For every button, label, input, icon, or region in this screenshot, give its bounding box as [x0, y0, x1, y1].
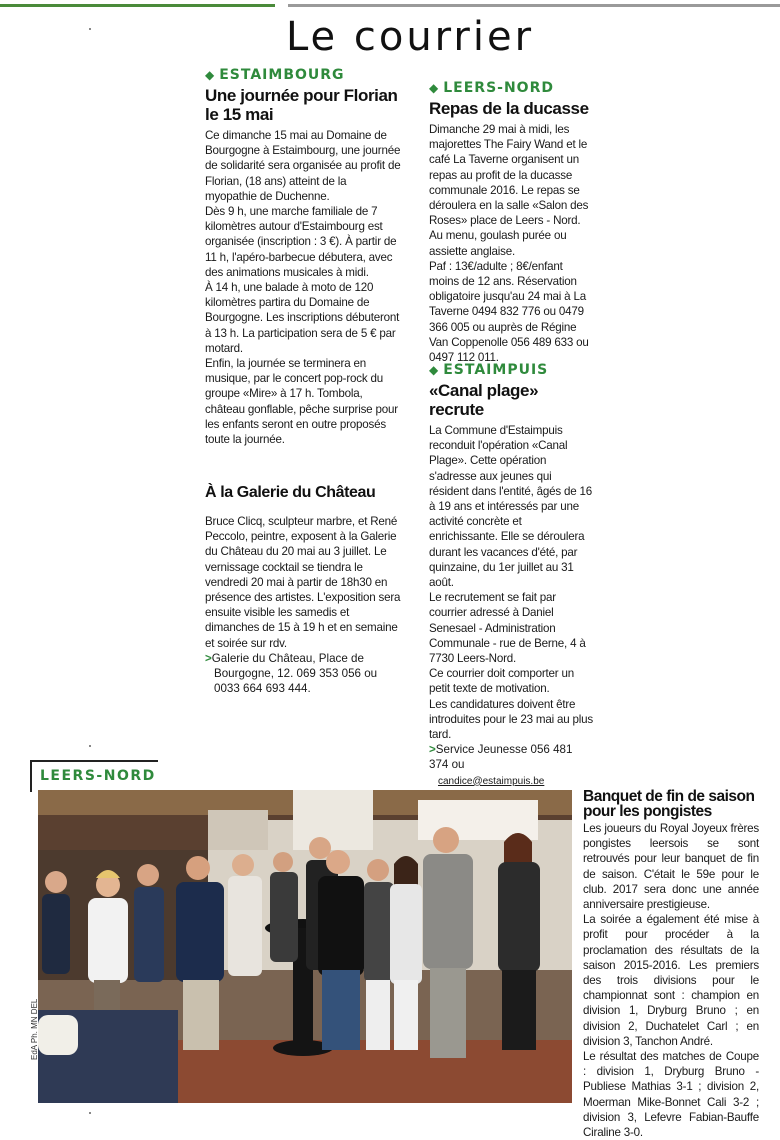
- paragraph: Le recrutement se fait par courrier adressé à Daniel Senesael - Administration Communale - rue de Berne, 4 à 7730 Leers-Nord.: [429, 591, 586, 666]
- headline-florian: Une journée pour Florian le 15 mai: [205, 86, 398, 124]
- kicker-estaimbourg: ◆ ESTAIMBOURG: [205, 67, 345, 83]
- banquet-body: [583, 821, 759, 1140]
- article-body: [429, 122, 591, 365]
- kicker-leers-nord-photo: LEERS-NORD: [40, 768, 156, 784]
- article-body: [205, 514, 401, 651]
- arrow-icon: >: [429, 743, 436, 757]
- email-link[interactable]: candice@estaimpuis.be: [438, 775, 545, 787]
- margin-tick: [89, 1112, 91, 1114]
- article-canal-plage: [429, 361, 593, 789]
- headline-banquet: Banquet de fin de saison pour les pongistes: [583, 788, 755, 820]
- headline-galerie: À la Galerie du Château: [205, 484, 376, 501]
- paragraph: Ce courrier doit comporter un petit texte de motivation.: [429, 667, 574, 696]
- article-florian: [205, 66, 401, 447]
- kicker-leers-nord: ◆ LEERS-NORD: [429, 80, 554, 96]
- banquet-photo-illustration: [38, 790, 572, 1103]
- banquet-photo: [38, 790, 572, 1103]
- galerie-info: >Galerie du Château, Place de Bourgogne, 12. 069 353 056 ou 0033 664 693 444.: [205, 651, 378, 696]
- article-body: [429, 423, 593, 742]
- masthead-title: Le courrier: [285, 14, 535, 60]
- top-rule-green: [0, 4, 275, 7]
- article-body: [205, 128, 401, 447]
- diamond-icon: ◆: [205, 68, 216, 82]
- paragraph: Paf : 13€/adulte ; 8€/enfant moins de 12 ans. Réservation obligatoire jusqu'au 24 mai à La Taverne 0494 832 776 ou 0479 366 005 ou auprès de Régine Van Coppenolle 056 489 633 ou 0497 112 011.: [429, 259, 589, 365]
- headline-ducasse: Repas de la ducasse: [429, 99, 589, 118]
- paragraph: À 14 h, une balade à moto de 120 kilomètres partira du Domaine de Bourgogne. Les inscriptions débuteront à 13 h. La participation sera de 5 € par motard.: [205, 281, 400, 355]
- paragraph: Ce dimanche 15 mai au Domaine de Bourgogne à Estaimbourg, une journée de solidarité sera organisée au profit de Florian, (18 ans) atteint de la myopathie de Duchenne.: [205, 129, 401, 203]
- paragraph: Les candidatures doivent être introduites pour le 23 mai au plus tard.: [429, 697, 593, 742]
- top-rule-gray: [288, 4, 780, 7]
- paragraph: Dès 9 h, une marche familiale de 7 kilomètres autour d'Estaimbourg est organisée (inscription : 3 €). À partir de 11 h, l'apéro-barbecue débutera, avec des animations musicales à midi.: [205, 205, 397, 279]
- article-galerie: [205, 483, 401, 696]
- canal-plage-info: >Service Jeunesse 056 481 374 ou candice@estaimpuis.be: [429, 743, 573, 787]
- arrow-icon: >: [205, 651, 212, 665]
- photo-credit: EdA Ph. MN DEL: [30, 998, 39, 1060]
- diamond-icon: ◆: [429, 363, 440, 377]
- paragraph: Enfin, la journée se terminera en musique, par le concert pop-rock du groupe «Mire» à 17 h. Tombola, château gonflable, pêche surprise pour les enfants seront en outre proposés toute la journée.: [205, 357, 398, 447]
- diamond-icon: ◆: [429, 81, 440, 95]
- margin-tick: [89, 745, 91, 747]
- paragraph: Les joueurs du Royal Joyeux frères pongistes leersois se sont retrouvés pour leur banquet de fin de saison. C'était le 59e pour le club. 2017 sera donc une année anniversaire prestigieuse.: [583, 822, 759, 912]
- kicker-estaimpuis: ◆ ESTAIMPUIS: [429, 362, 549, 378]
- paragraph: La soirée a également été mise à profit pour procéder à la proclamation des résultats de la saison 2015-2016. Les premiers des trois divisions pour le championnat sont : champion en division 1, Dryburg Bruno ; en division 2, Duchatelet Carl ; en division 3, Tanchon André.: [583, 913, 759, 1048]
- margin-tick: [89, 28, 91, 30]
- headline-canal-plage: «Canal plage» recrute: [429, 381, 539, 419]
- paragraph: Le résultat des matches de Coupe : division 1, Dryburg Bruno - Publiese Mathias 3-1 ; division 2, Moerman Mike-Bonnet Cali 3-2 ; division 3, Lefevre Fabian-Bauffe Ciraline 3-0.: [583, 1050, 759, 1140]
- paragraph: La Commune d'Estaimpuis reconduit l'opération «Canal Plage». Cette opération s'adresse aux jeunes qui résident dans l'entité, âgés de 16 à 19 ans et intéressés par une activité concrète et enrichissante. Elle se déroulera durant les vacances d'été, par quinzaine, du 1er juillet au 31 août.: [429, 424, 592, 590]
- article-ducasse: [429, 79, 591, 365]
- paragraph: Bruce Clicq, sculpteur marbre, et René Peccolo, peintre, exposent à la Galerie du Château du 20 mai au 3 juillet. Le vernissage cocktail se tiendra le vendredi 20 mai à partir de 18h30 en présence des artistes. L'exposition sera ensuite visible les samedis et dimanches de 15 à 19 h et en semaine et soirée sur rdv.: [205, 515, 401, 650]
- paragraph: Dimanche 29 mai à midi, les majorettes The Fairy Wand et le café La Taverne organisent un repas au profit de la ducasse communale 2016. Le repas se déroulera en la salle «Salon des Roses» place de Leers - Nord. Au menu, goulash purée ou assiette anglaise.: [429, 123, 589, 258]
